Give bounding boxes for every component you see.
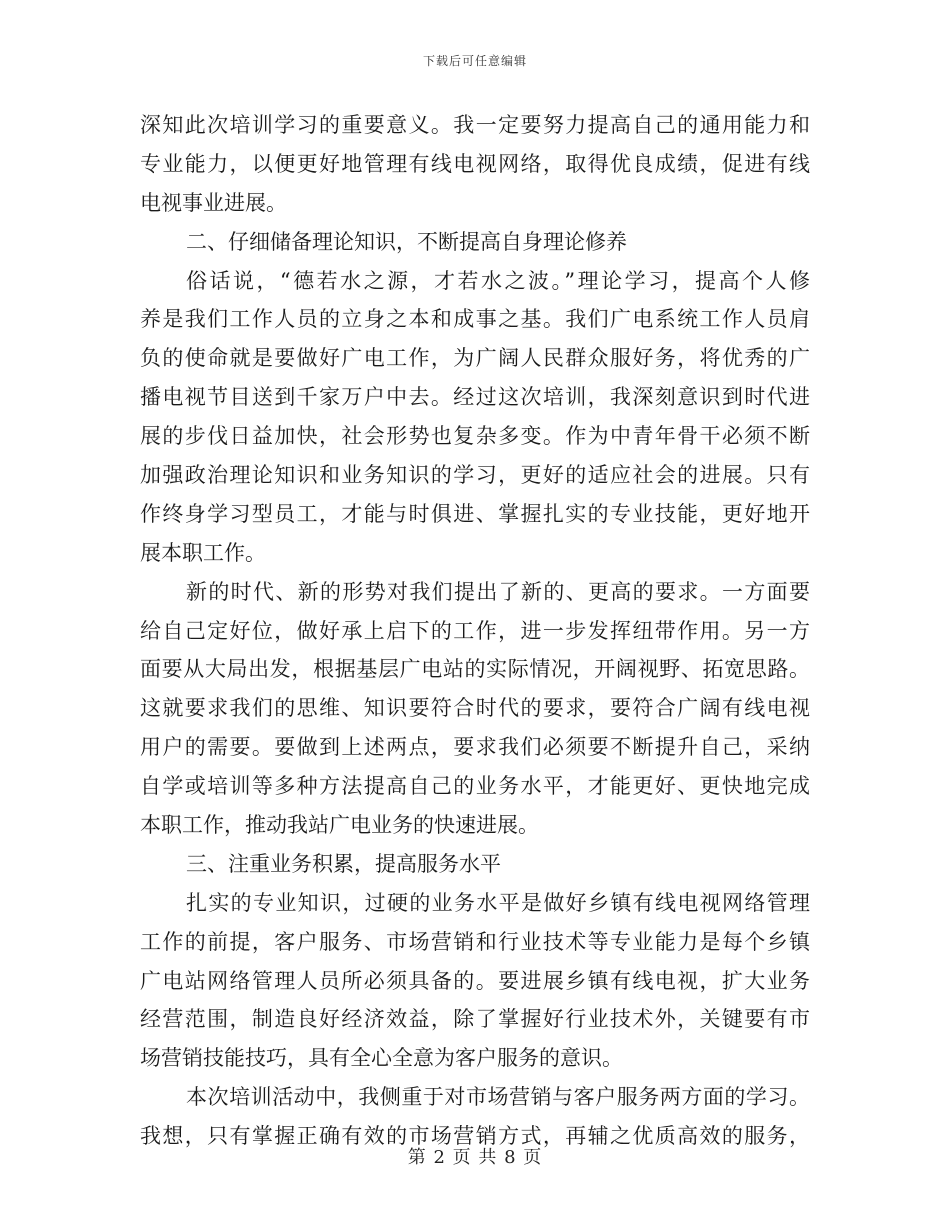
text-line: 本职工作，推动我站广电业务的快速进展。 bbox=[140, 813, 539, 838]
text-line: 加强政治理论知识和业务知识的学习，更好的适应社会的进展。只有 bbox=[140, 463, 810, 488]
section-heading: 三、注重业务积累，提高服务水平 bbox=[186, 851, 501, 876]
page-header: 下载后可任意编辑 bbox=[422, 54, 527, 68]
text-line: 养是我们工作人员的立身之本和成事之基。我们广电系统工作人员肩 bbox=[140, 307, 810, 332]
text-line: 本次培训活动中，我侧重于对市场营销与客户服务两方面的学习。 bbox=[186, 1085, 810, 1110]
section-heading: 二、仔细储备理论知识，不断提高自身理论修养 bbox=[186, 229, 627, 254]
text-line: 作终身学习型员工，才能与时俱进、掌握扎实的专业技能，更好地开 bbox=[140, 501, 810, 526]
page-number-footer: 第 2 页 共 8 页 bbox=[407, 1147, 543, 1168]
text-line: 扎实的专业知识，过硬的业务水平是做好乡镇有线电视网络管理 bbox=[186, 890, 810, 915]
text-line: 负的使命就是要做好广电工作，为广阔人民群众服好务，将优秀的广 bbox=[140, 346, 810, 371]
document-body bbox=[140, 106, 810, 1156]
text-line: 播电视节目送到千家万户中去。经过这次培训，我深刻意识到时代进 bbox=[140, 385, 810, 410]
text-line: 经营范围，制造良好经济效益，除了掌握好行业技术外，关键要有市 bbox=[140, 1007, 810, 1032]
text-line: 专业能力，以便更好地管理有线电视网络，取得优良成绩，促进有线 bbox=[140, 151, 810, 176]
text-line: 展本职工作。 bbox=[140, 540, 266, 565]
text-line: 俗话说，“德若水之源，才若水之波。”理论学习，提高个人修 bbox=[186, 268, 810, 293]
text-line: 新的时代、新的形势对我们提出了新的、更高的要求。一方面要 bbox=[186, 579, 810, 604]
text-line: 这就要求我们的思维、知识要符合时代的要求，要符合广阔有线电视 bbox=[140, 696, 810, 721]
text-line: 场营销技能技巧，具有全心全意为客户服务的意识。 bbox=[140, 1046, 623, 1071]
text-line: 深知此次培训学习的重要意义。我一定要努力提高自己的通用能力和 bbox=[140, 113, 810, 137]
text-line: 我想，只有掌握正确有效的市场营销方式，再辅之优质高效的服务， bbox=[140, 1124, 810, 1149]
text-line: 电视事业进展。 bbox=[140, 190, 287, 215]
text-line: 展的步伐日益加快，社会形势也复杂多变。作为中青年骨干必须不断 bbox=[140, 424, 810, 449]
text-line: 自学或培训等多种方法提高自己的业务水平，才能更好、更快地完成 bbox=[140, 774, 810, 799]
text-line: 给自己定好位，做好承上启下的工作，进一步发挥纽带作用。另一方 bbox=[140, 618, 810, 643]
text-line: 广电站网络管理人员所必须具备的。要进展乡镇有线电视，扩大业务 bbox=[140, 968, 810, 993]
text-line: 工作的前提，客户服务、市场营销和行业技术等专业能力是每个乡镇 bbox=[140, 929, 810, 954]
text-line: 用户的需要。要做到上述两点，要求我们必须要不断提升自己，采纳 bbox=[140, 735, 810, 760]
text-line: 面要从大局出发，根据基层广电站的实际情况，开阔视野、拓宽思路。 bbox=[140, 657, 810, 682]
